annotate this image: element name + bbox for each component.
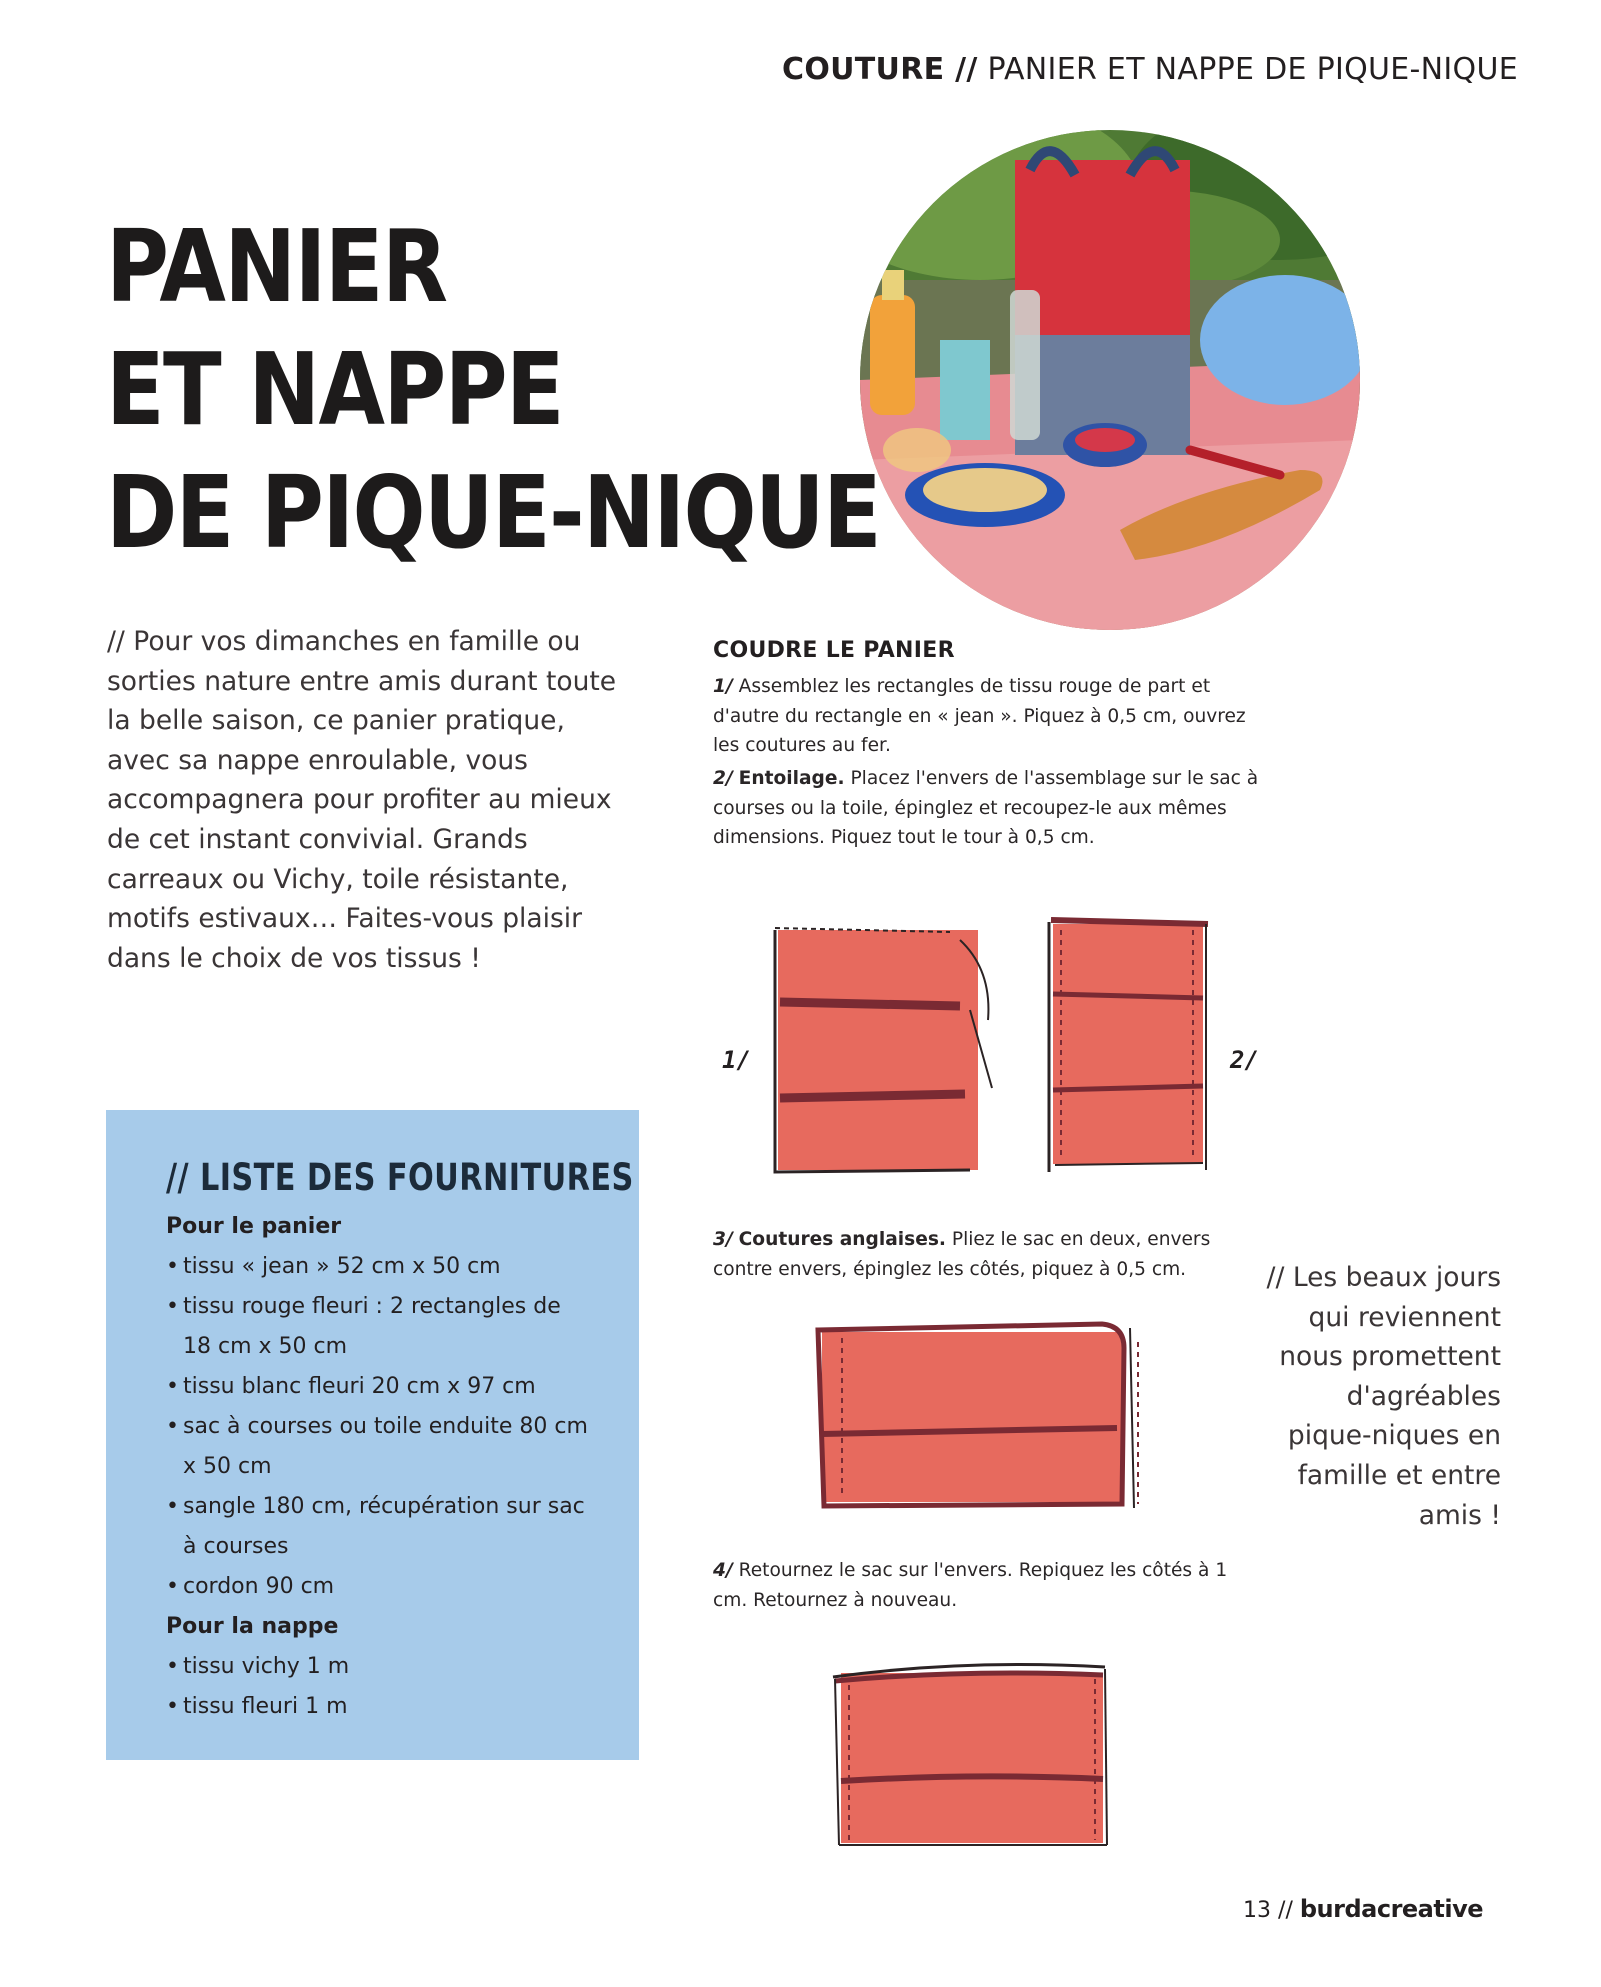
supply-item: • tissu vichy 1 m [166, 1647, 589, 1687]
step-1-text: Assemblez les rectangles de tissu rouge de part et d'autre du rectangle en « jean ». Piquez à 0,5 cm, ouvrez les coutures au fer. [713, 676, 1246, 756]
diagram-step-4 [825, 1655, 1115, 1860]
step-1-number: 1/ [713, 676, 733, 697]
supply-item: • tissu « jean » 52 cm x 50 cm [166, 1247, 589, 1287]
supplies-panier-title: Pour le panier [166, 1214, 342, 1239]
diagram-step-2 [1043, 910, 1213, 1180]
title-line-3: DE PIQUE-NIQUE [106, 454, 881, 571]
diagram-step-3 [812, 1318, 1147, 1518]
page-number: 13 // [1243, 1898, 1293, 1923]
step-3-text: Pliez le sac en deux, envers contre envers, épinglez les côtés, piquez à 0,5 cm. [713, 1229, 1211, 1280]
supplies-panier-list [166, 1247, 589, 1607]
step-2-title: Entoilage. [738, 768, 845, 789]
supplies-heading: // LISTE DES FOURNITURES [166, 1156, 634, 1199]
step-2 [713, 764, 1263, 853]
supply-item: • tissu blanc fleuri 20 cm x 97 cm [166, 1367, 589, 1407]
header-section: COUTURE // [782, 52, 978, 87]
supply-item: • sac à courses ou toile enduite 80 cm x 50 cm [166, 1407, 589, 1487]
step-1 [713, 672, 1263, 761]
step-3-title: Coutures anglaises. [738, 1229, 946, 1250]
page-title [106, 205, 880, 574]
supplies-box [106, 1110, 639, 1760]
step-3 [713, 1225, 1263, 1284]
step-3-number: 3/ [713, 1229, 733, 1250]
pull-quote: // Les beaux jours qui reviennent nous promettent d'agréables pique-niques en famille et entre amis ! [1266, 1262, 1501, 1531]
supply-item: • cordon 90 cm [166, 1567, 589, 1607]
fig-2-label: 2/ [1230, 1046, 1259, 1074]
supply-item: • sangle 180 cm, récupération sur sac à courses [166, 1487, 589, 1567]
supplies-nappe-list [166, 1647, 589, 1727]
supplies-nappe-title: Pour la nappe [166, 1614, 339, 1639]
step-4-number: 4/ [713, 1560, 733, 1581]
picnic-photo [860, 130, 1360, 630]
diagram-step-1 [760, 910, 1000, 1185]
fig-1-label: 1/ [722, 1046, 751, 1074]
title-line-2: ET NAPPE [106, 331, 563, 448]
intro-text: // Pour vos dimanches en famille ou sorties nature entre amis durant toute la belle saison, ce panier pratique, avec sa nappe enroulable, vous accompagnera pour profiter au mieux de cet instant convivial. Grands carreaux ou Vichy, toile résistante, motifs estivaux… Faites-vous plaisir dans le choix de vos tissus ! [107, 626, 617, 974]
instructions-heading: COUDRE LE PANIER [713, 638, 955, 663]
step-4-text: Retournez le sac sur l'envers. Repiquez les côtés à 1 cm. Retournez à nouveau. [713, 1560, 1228, 1611]
supply-item: • tissu rouge fleuri : 2 rectangles de 18 cm x 50 cm [166, 1287, 589, 1367]
header-subtitle: PANIER ET NAPPE DE PIQUE-NIQUE [987, 52, 1518, 87]
step-4 [713, 1556, 1263, 1615]
step-2-text: Placez l'envers de l'assemblage sur le sac à courses ou la toile, épinglez et recoupez-le aux mêmes dimensions. Piquez tout le tour à 0,5 cm. [713, 768, 1259, 848]
brand-logo: burdacreative [1299, 1895, 1483, 1923]
page-footer [1243, 1895, 1483, 1923]
running-header [782, 52, 1518, 87]
title-line-1: PANIER [106, 208, 447, 325]
supply-item: • tissu fleuri 1 m [166, 1687, 589, 1727]
step-2-number: 2/ [713, 768, 733, 789]
